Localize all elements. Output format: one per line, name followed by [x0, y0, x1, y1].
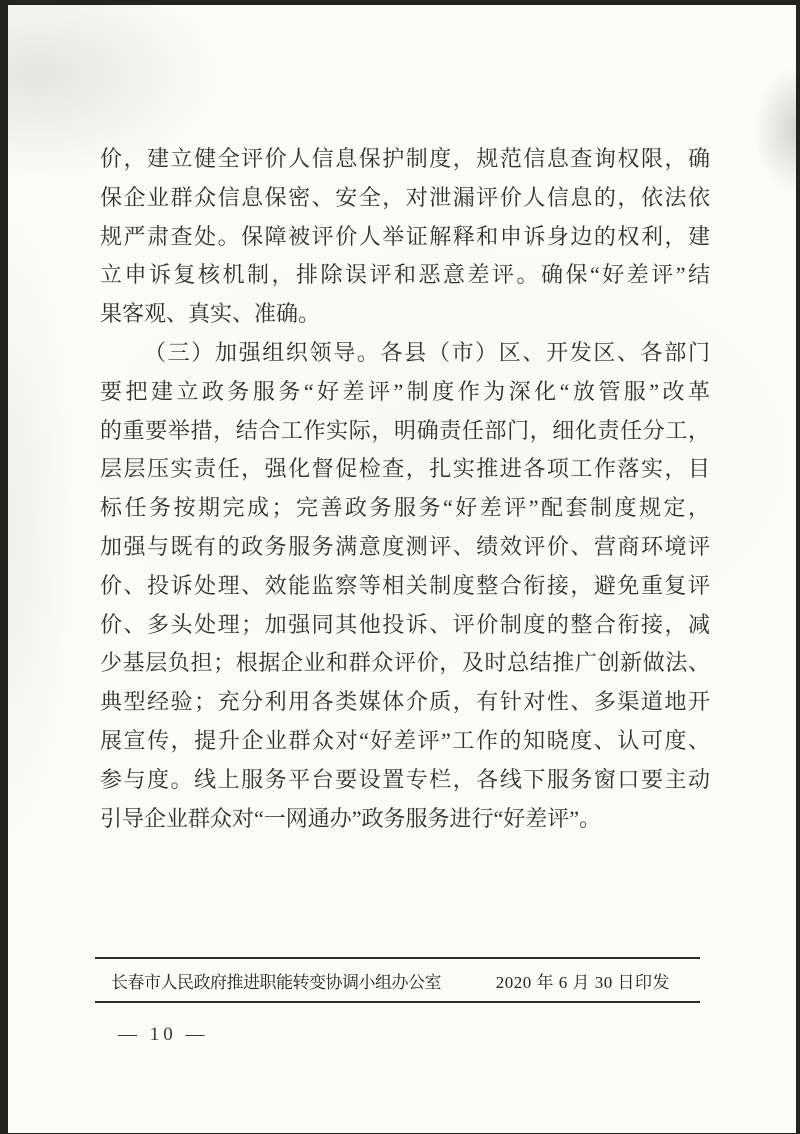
- body-line: 规严肃查处。保障被评价人举证解释和申诉身边的权利，建: [100, 223, 710, 249]
- body-line: 价，建立健全评价人信息保护制度，规范信息查询权限，确: [100, 146, 710, 171]
- body-line: 加强与既有的政务服务满意度测评、绩效评价、营商环境评: [100, 533, 710, 559]
- scanned-page: [8, 5, 796, 1133]
- body-line: 立申诉复核机制，排除误评和恶意差评。确保“好差评”结: [100, 262, 710, 288]
- body-line: 展宣传，提升企业群众对“好差评”工作的知晓度、认可度、: [100, 727, 710, 753]
- body-line: 引导企业群众对“一网通办”政务服务进行“好差评”。: [100, 805, 602, 831]
- body-line: 参与度。线上服务平台要设置专栏，各线下服务窗口要主动: [100, 766, 710, 792]
- document-body: [100, 140, 710, 838]
- footer-print-date: 2020 年 6 月 30 日印发: [495, 972, 670, 992]
- body-line: 要把建立政务服务“好差评”制度作为深化“放管服”改革: [100, 378, 710, 404]
- body-line: 少基层负担；根据企业和群众评价，及时总结推广创新做法、: [100, 650, 710, 676]
- body-line: 价、多头处理；加强同其他投诉、评价制度的整合衔接，减: [100, 611, 710, 637]
- body-line: 标任务按期完成；完善政务服务“好差评”配套制度规定，: [100, 495, 710, 521]
- footer-issuing-office: 长春市人民政府推进职能转变协调小组办公室: [111, 972, 441, 992]
- body-line: 果客观、真实、准确。: [100, 301, 321, 327]
- body-line: 价、投诉处理、效能监察等相关制度整合衔接，避免重复评: [100, 572, 710, 598]
- body-line: 的重要举措，结合工作实际，明确责任部门，细化责任分工，: [100, 417, 710, 443]
- footer-imprint-box: [95, 957, 700, 1003]
- body-line: 层层压实责任，强化督促检查，扎实推进各项工作落实，目: [100, 456, 710, 482]
- page-number: — 10 —: [118, 1024, 209, 1045]
- body-line: 保企业群众信息保密、安全，对泄漏评价人信息的，依法依: [100, 184, 710, 210]
- body-line: 典型经验；充分利用各类媒体介质，有针对性、多渠道地开: [100, 689, 710, 715]
- body-line: （三）加强组织领导。各县（市）区、开发区、各部门: [144, 339, 710, 365]
